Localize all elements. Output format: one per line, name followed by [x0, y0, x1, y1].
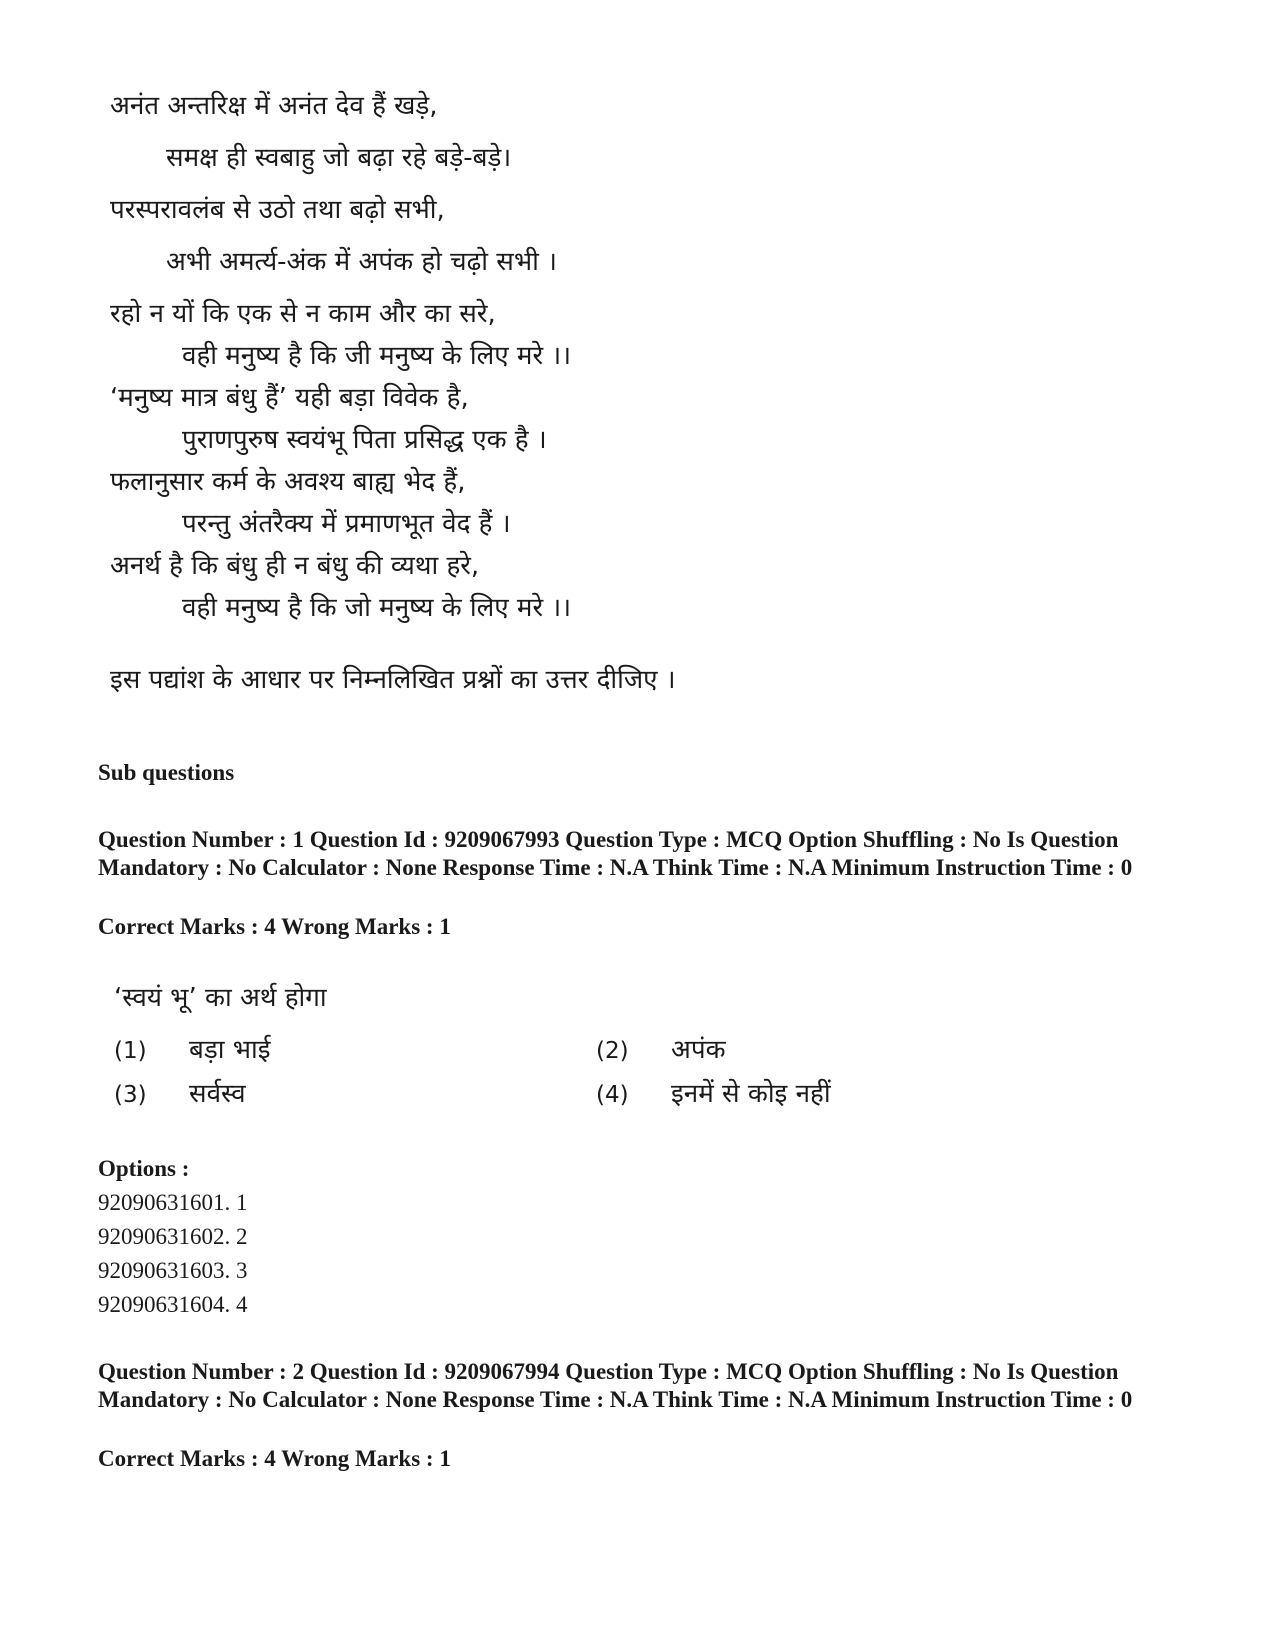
poem-instruction: इस पद्यांश के आधार पर निम्नलिखित प्रश्नों का उत्तर दीजिए ।: [110, 665, 676, 695]
poem-line: वही मनुष्य है कि जी मनुष्य के लिए मरे ।।: [182, 341, 572, 371]
option-row: 92090631602. 2: [98, 1224, 248, 1249]
choice-text: इनमें से कोइ नहीं: [671, 1079, 831, 1109]
poem-line: वही मनुष्य है कि जो मनुष्य के लिए मरे ।।: [182, 593, 572, 623]
question-2-meta: Question Number : 2 Question Id : 9209067994 Question Type : MCQ Option Shuffling : No Is Question Mandatory : No Calculator : None Response Time : N.A Think Time : N.A Minimum Instruction Time : 0: [98, 1359, 1133, 1412]
choice-1: [114, 1030, 271, 1066]
poem-line: ‘मनुष्य मात्र बंधु हैं’ यही बड़ा विवेक है,: [110, 383, 469, 413]
poem-line: समक्ष ही स्वबाहु जो बढ़ा रहे बड़े-बड़े।: [166, 143, 512, 173]
poem-line: अभी अमर्त्य-अंक में अपंक हो चढ़ो सभी ।: [166, 247, 557, 277]
option-row: 92090631603. 3: [98, 1258, 248, 1283]
choice-number: (3): [114, 1082, 147, 1108]
question-1-text: ‘स्वयं भू’ का अर्थ होगा: [114, 983, 327, 1013]
question-1-meta: Question Number : 1 Question Id : 9209067993 Question Type : MCQ Option Shuffling : No Is Question Mandatory : No Calculator : None Response Time : N.A Think Time : N.A Minimum Instruction Time : 0: [98, 827, 1133, 880]
choice-text: बड़ा भाई: [189, 1035, 271, 1065]
question-2-marks: Correct Marks : 4 Wrong Marks : 1: [98, 1446, 451, 1471]
poem-line: अनर्थ है कि बंधु ही न बंधु की व्यथा हरे,: [110, 551, 480, 581]
choice-number: (1): [114, 1038, 147, 1064]
poem-line: परन्तु अंतरैक्य में प्रमाणभूत वेद हैं ।: [182, 509, 511, 539]
choice-number: (2): [596, 1038, 629, 1064]
question-1-marks: Correct Marks : 4 Wrong Marks : 1: [98, 914, 451, 939]
choice-number: (4): [596, 1082, 629, 1108]
poem-line: अनंत अन्तरिक्ष में अनंत देव हैं खड़े,: [110, 91, 438, 121]
choice-3: [114, 1074, 246, 1110]
poem-line: पुराणपुरुष स्वयंभू पिता प्रसिद्ध एक है ।: [182, 425, 547, 455]
choice-text: अपंक: [671, 1035, 726, 1065]
choice-4: [596, 1074, 831, 1110]
choice-2: [596, 1030, 726, 1066]
poem-line: फलानुसार कर्म के अवश्य बाह्य भेद हैं,: [110, 467, 466, 497]
option-row: 92090631604. 4: [98, 1292, 248, 1317]
choice-text: सर्वस्व: [189, 1079, 246, 1109]
poem-line: परस्परावलंब से उठो तथा बढ़ो सभी,: [110, 195, 445, 225]
options-label: Options :: [98, 1156, 190, 1181]
poem-line: रहो न यों कि एक से न काम और का सरे,: [110, 299, 496, 329]
option-row: 92090631601. 1: [98, 1190, 248, 1215]
sub-questions-heading: Sub questions: [98, 760, 235, 785]
